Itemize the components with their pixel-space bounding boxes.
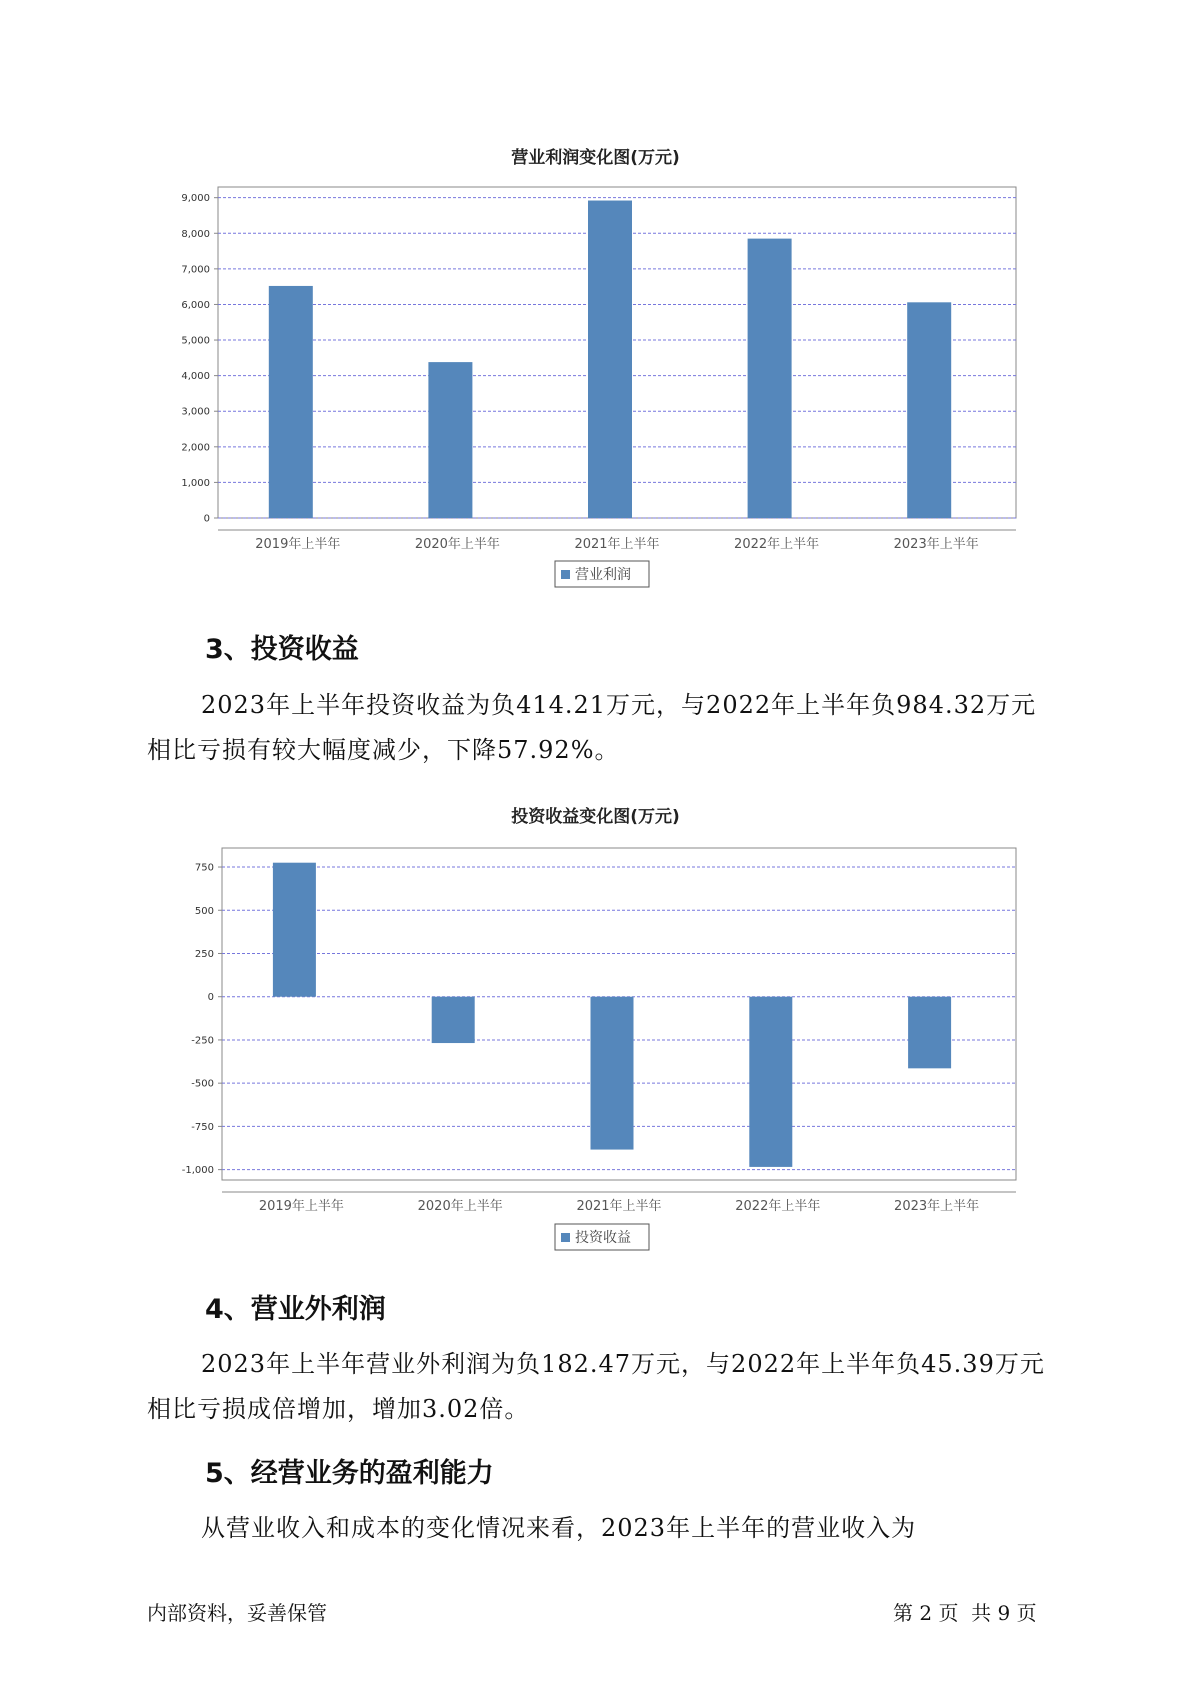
y-tick-label: 3,000 xyxy=(181,406,210,418)
section5-paragraph: 从营业收入和成本的变化情况来看，2023年上半年的营业收入为 xyxy=(201,1514,917,1542)
y-tick-label: 0 xyxy=(203,513,210,525)
footer-page-number: 第 2 页 共 9 页 xyxy=(893,1601,1037,1625)
y-tick-label: 9,000 xyxy=(181,193,210,205)
x-tick-label: 2019年上半年 xyxy=(258,1199,344,1214)
y-tick-label: -1,000 xyxy=(181,1165,214,1177)
y-tick-label: 1,000 xyxy=(181,477,210,489)
section3-paragraph: 2023年上半年投资收益为负414.21万元，与2022年上半年负984.32万元相比亏损有较大幅度减少，下降57.92%。 xyxy=(147,691,1037,764)
x-tick-label: 2023年上半年 xyxy=(894,1199,980,1214)
section4-paragraph: 2023年上半年营业外利润为负182.47万元，与2022年上半年负45.39万元相比亏损成倍增加，增加3.02倍。 xyxy=(147,1350,1045,1423)
legend-swatch xyxy=(561,1233,570,1242)
bar xyxy=(591,997,634,1150)
x-tick-label: 2019年上半年 xyxy=(255,537,341,552)
x-tick-label: 2021年上半年 xyxy=(574,537,660,552)
footer-confidential-note: 内部资料，妥善保管 xyxy=(147,1601,327,1625)
y-tick-label: -500 xyxy=(191,1078,214,1090)
legend-label: 投资收益 xyxy=(575,1230,631,1246)
y-tick-label: 5,000 xyxy=(181,335,210,347)
x-tick-label: 2020年上半年 xyxy=(414,537,500,552)
section4-heading: 4、营业外利润 xyxy=(205,1294,386,1325)
bar xyxy=(432,997,475,1043)
y-tick-label: 0 xyxy=(207,992,214,1004)
y-tick-label: 750 xyxy=(194,862,214,874)
y-tick-label: 250 xyxy=(194,948,214,960)
y-tick-label: 500 xyxy=(194,905,214,917)
y-tick-label: -250 xyxy=(191,1035,214,1047)
chart1-title: 营业利润变化图(万元) xyxy=(511,148,680,168)
x-tick-label: 2022年上半年 xyxy=(735,1199,821,1214)
bar xyxy=(908,997,951,1069)
section3-heading: 3、投资收益 xyxy=(205,634,359,665)
x-tick-label: 2020年上半年 xyxy=(417,1199,503,1214)
legend-label: 营业利润 xyxy=(575,567,631,583)
y-tick-label: -750 xyxy=(191,1121,214,1133)
y-tick-label: 7,000 xyxy=(181,264,210,276)
x-tick-label: 2023年上半年 xyxy=(893,537,979,552)
section5-heading: 5、经营业务的盈利能力 xyxy=(205,1458,494,1489)
bar xyxy=(749,997,792,1167)
y-tick-label: 8,000 xyxy=(181,228,210,240)
x-tick-label: 2021年上半年 xyxy=(576,1199,662,1214)
x-tick-label: 2022年上半年 xyxy=(734,537,820,552)
y-tick-label: 6,000 xyxy=(181,299,210,311)
y-tick-label: 4,000 xyxy=(181,371,210,383)
bar xyxy=(273,863,316,997)
chart2-title: 投资收益变化图(万元) xyxy=(511,807,680,827)
y-tick-label: 2,000 xyxy=(181,442,210,454)
